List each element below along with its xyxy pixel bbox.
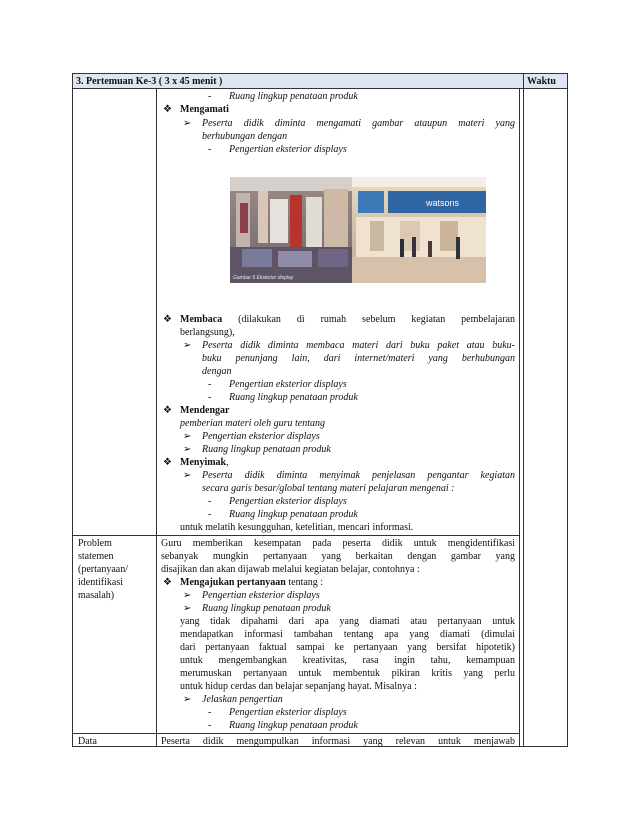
list-item: Ruang lingkup penataan produk	[229, 91, 358, 102]
mengamati-instruction: Peserta didik diminta mengamati gambar ataupun materi yang	[202, 118, 515, 129]
diamond-bullet-icon: ❖	[163, 314, 172, 325]
row-label-line: masalah)	[78, 590, 115, 601]
row-label-line: Problem	[78, 538, 112, 549]
photo-caption: Gambar 6 Eksterior display	[233, 275, 294, 281]
diamond-bullet-icon: ❖	[163, 457, 172, 468]
paragraph-line: untuk mengembangkan kreativitas, rasa ingin tahu, kemampuan	[180, 655, 515, 666]
arrow-bullet-icon: ➢	[183, 431, 192, 442]
arrow-bullet-icon: ➢	[183, 444, 192, 455]
list-item: Ruang lingkup penataan produk	[202, 603, 331, 614]
row-label-data: Data	[78, 736, 97, 747]
list-item: Jelaskan pengertian	[202, 694, 283, 705]
row-label-line: (pertanyaan/	[78, 564, 128, 575]
list-item: Pengertian eksterior displays	[229, 379, 347, 390]
mengajukan-heading: Mengajukan pertanyaan tentang :	[180, 577, 324, 588]
diamond-bullet-icon: ❖	[163, 577, 172, 588]
arrow-bullet-icon: ➢	[183, 590, 192, 601]
mengamati-heading: Mengamati	[180, 104, 229, 115]
list-item: Ruang lingkup penataan produk	[229, 392, 358, 403]
paragraph-line: disajikan dan akan dijawab melalui kegiatan belajar, contohnya :	[161, 564, 420, 575]
arrow-bullet-icon: ➢	[183, 118, 192, 129]
arrow-bullet-icon: ➢	[183, 694, 192, 705]
arrow-bullet-icon: ➢	[183, 603, 192, 614]
diamond-bullet-icon: ❖	[163, 405, 172, 416]
list-item: Pengertian eksterior displays	[229, 496, 347, 507]
paragraph-line: yang tidak dipahami dari apa yang diamati atau pertanyaan untuk	[180, 616, 515, 627]
arrow-bullet-icon: ➢	[183, 340, 192, 351]
list-item: Pengertian eksterior displays	[229, 144, 347, 155]
store-sign: watsons	[426, 198, 460, 208]
mendengar-heading: Mendengar	[180, 405, 230, 416]
list-item: Ruang lingkup penataan produk	[229, 720, 358, 731]
list-item: Pengertian eksterior displays	[202, 431, 320, 442]
list-item: Ruang lingkup penataan produk	[229, 509, 358, 520]
paragraph-line: untuk hidup cerdas dan belajar sepanjang hayat. Misalnya :	[180, 681, 417, 692]
menyimak-closing: untuk melatih kesungguhan, ketelitian, mencari informasi.	[180, 522, 414, 533]
diamond-bullet-icon: ❖	[163, 104, 172, 115]
arrow-bullet-icon: ➢	[183, 470, 192, 481]
waktu-header: Waktu	[527, 76, 556, 87]
list-item: Ruang lingkup penataan produk	[202, 444, 331, 455]
list-item: Pengertian eksterior displays	[202, 590, 320, 601]
paragraph-line: Guru memberikan kesempatan pada peserta didik untuk mengidentifikasi	[161, 538, 515, 549]
membaca-instruction: Peserta didik diminta membaca materi dari buku paket atau buku-	[202, 340, 515, 351]
exterior-display-photo	[230, 177, 486, 283]
menyimak-instruction: Peserta didik diminta menyimak penjelasan pengantar kegiatan	[202, 470, 515, 481]
paragraph-line: mendapatkan informasi tambahan tentang apa yang diamati (dimulai	[180, 629, 515, 640]
list-item: Pengertian eksterior displays	[229, 707, 347, 718]
menyimak-heading: Menyimak,	[180, 457, 229, 468]
paragraph-line: dari pertanyaan faktual sampai ke pertanyaan yang bersifat hipotetik)	[180, 642, 515, 653]
paragraph-line: sebanyak mungkin pertanyaan yang berkaitan dengan gambar yang	[161, 551, 515, 562]
row-label-line: statemen	[78, 551, 114, 562]
membaca-line: Membaca (dilakukan di rumah sebelum kegiatan pembelajaran	[180, 314, 515, 325]
paragraph-line: Peserta didik mengumpulkan informasi yang relevan untuk menjawab	[161, 736, 515, 747]
meeting-title: 3. Pertemuan Ke-3 ( 3 x 45 menit )	[76, 76, 223, 87]
paragraph-line: merumuskan pertanyaan untuk membentuk pikiran kritis yang perlu	[180, 668, 515, 679]
row-label-line: identifikasi	[78, 577, 123, 588]
